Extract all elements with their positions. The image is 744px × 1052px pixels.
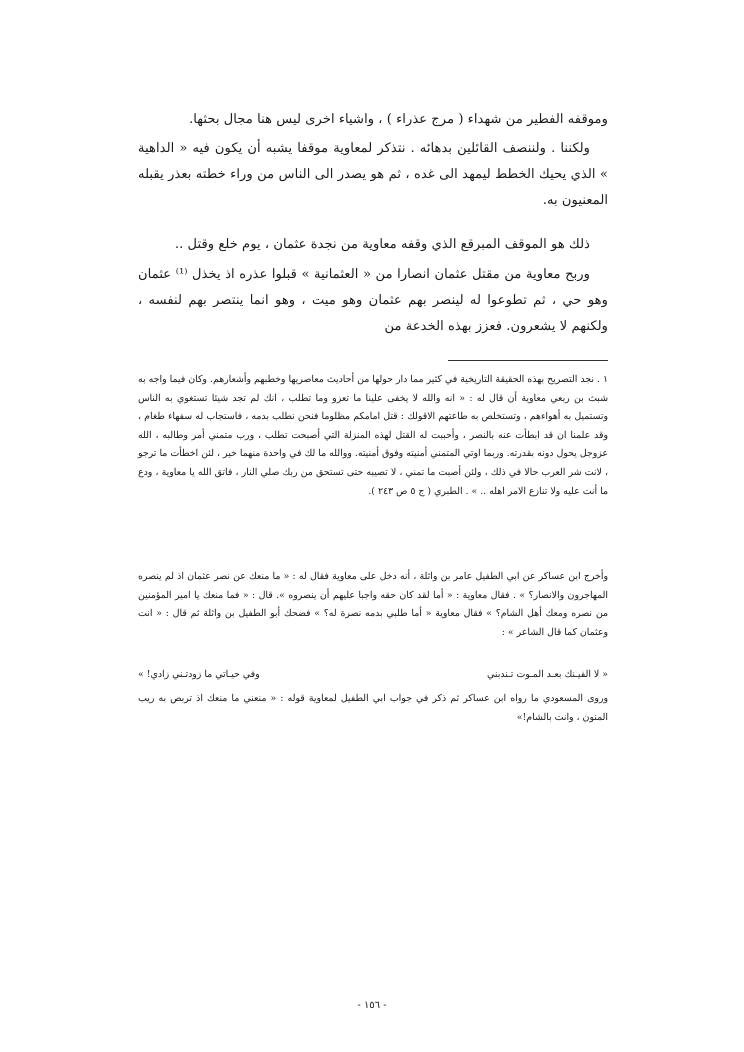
verse-second-hemistich: وفي حيـاتي ما زودتـني زادي! » <box>138 669 260 680</box>
footnote-continuation: وأخرج ابن عساكر عن ابي الطفيل عامر بن واثلة ، أنه دخل على معاوية فقال له : « ما منعك عن نصر عثمان اذ لم ينصره المهاجرون والانصار؟ » . فقال معاوية : « أما لقد كان حقه واجبا عليهم أن ينصروه ». قال : « فما منعك يا امير المؤمنين من نصره ومعك أهل الشام؟ » فقال معاوية « أما طلبي بدمه نصرة له؟ » فضحك أبو الطفيل بن واثلة ثم قال : « انت وعثمان كما قال الشاعر » : <box>138 571 608 638</box>
body-paragraph-1: وموقفه الفطير من شهداء ( مرج عذراء ) ، واشياء اخرى ليس هنا مجال بحثها. <box>189 112 608 127</box>
page-number: - ١٥٦ - <box>357 1000 387 1011</box>
footnote-separator <box>448 360 608 361</box>
body-paragraph-3: ذلك هو الموقف المبرقع الذي وقفه معاوية من نجدة عثمان ، يوم خلع وقتل .. <box>174 237 590 252</box>
footnote-1: ١ . نجد التصريح بهذه الحقيقة التاريخية في كثير مما دار حولها من أحاديث معاصريها وخطبهم وأشعارهم. وكان فيما واجه به شبث بن ربعي معاوية أن قال له : « انه والله لا يخفى علينا ما تعزو وما تطلب ، انك لم تجد شيئا تستغوي به الناس وتستميل به أهواءهم ، وتستخلص به طاعتهم الاقولك : قتل امامكم مظلوما فنحن نطلب بدمه ، فاستجاب له سفهاء طغام ، وقد علمنا ان قد ابطأت عنه بالنصر ، وأحببت له القتل لهذه المنزلة التي أصبحت تطلب ، ورب متمني أمر وطالبه ، الله عزوجل يحول دونه بقدرته. وربما اوتي المتمني أمنيته وفوق أمنيته. ووالله ما لك في واحدة منهما خير ، لئن اخطأت ما ترجو ، لانت شر العرب حالا في ذلك ، ولئن أصبت ما تمني ، لا تصيبه حتى تستحق من ربك صلي النار ، فاتق الله يا معاوية ، ودع ما أنت عليه ولا تنازع الامر اهله .. » . الطبري ( ج ٥ ص ٢٤٣ ). <box>138 374 608 497</box>
body-paragraph-2: ولكننا . ولننصف القائلين بدهائه . نتذكر لمعاوية موقفا يشبه أن يكون فيه « الداهية » الذي يحيك الخطط ليمهد الى غده ، ثم هو يصدر الى الناس من وراء خطته بعذر يقبله المعنيون به. <box>138 141 608 208</box>
poetry-verse <box>138 666 608 685</box>
body-paragraph-4: وربح معاوية من مقتل عثمان انصارا من « العثمانية » قبلوا عذره اذ يخذل ⁽¹⁾ عثمان وهو حي ، ثم تطوعوا له لينصر بهم عثمان وهو ميت ، وهو انما ينتصر بهم لنفسه ، ولكنهم لا يشعرون. فعزز بهذه الخدعة من <box>138 267 608 334</box>
footnote-masudi: وروى المسعودي ما رواه ابن عساكر ثم ذكر في جواب ابي الطفيل لمعاوية قوله : « منعني ما منعك اذ تربص به ريب المنون ، وانت بالشام!» <box>138 693 608 723</box>
verse-first-hemistich: « لا الفيـنك بعـد المـوت تـندبني <box>487 669 608 680</box>
